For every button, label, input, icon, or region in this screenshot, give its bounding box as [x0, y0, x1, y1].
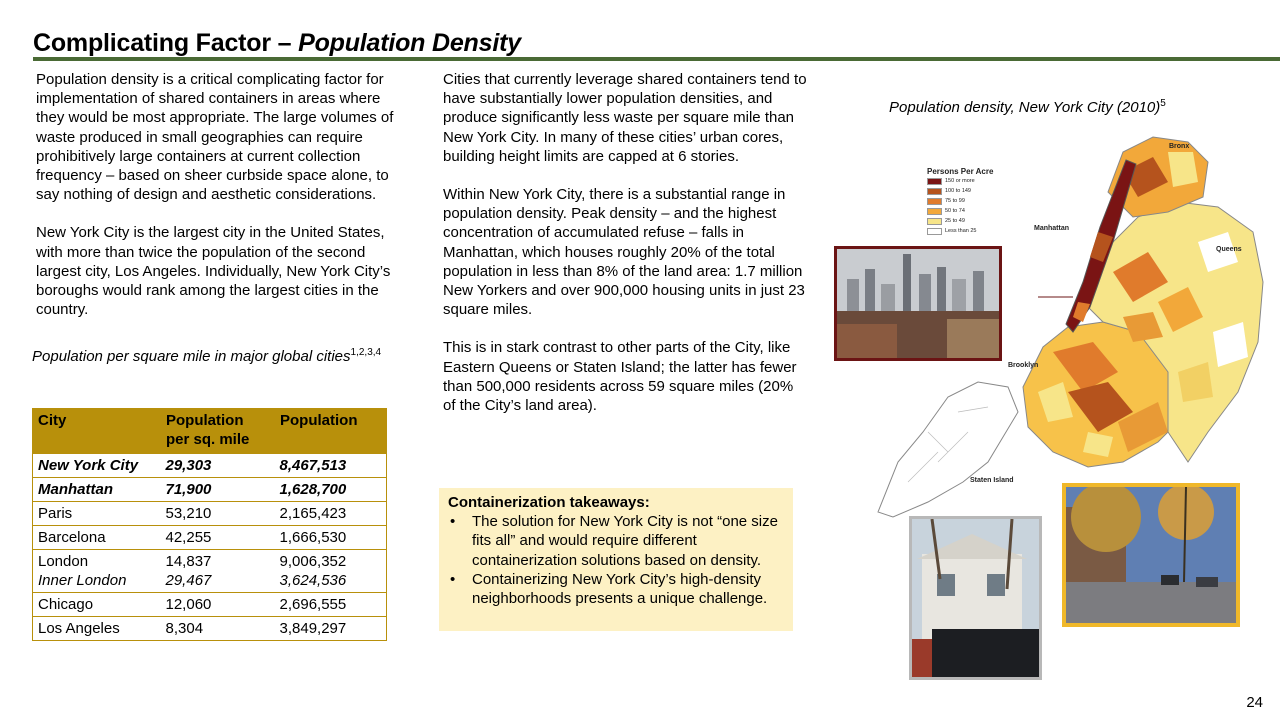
legend-item: 25 to 49 [927, 216, 993, 226]
legend-swatch [927, 218, 942, 225]
cell-density: 71,900 [161, 478, 275, 502]
cell-population: 3,849,297 [275, 617, 387, 641]
cities-table [32, 408, 387, 641]
cell-subcity: Inner London [38, 572, 127, 589]
brooklyn-street-photo [1062, 483, 1240, 627]
cell-city: London Inner London [33, 550, 161, 593]
legend-item: 100 to 149 [927, 186, 993, 196]
legend-item: 75 to 99 [927, 196, 993, 206]
cell-density: 29,303 [161, 454, 275, 478]
cell-population: 2,696,555 [275, 593, 387, 617]
title-emphasis: Population Density [298, 29, 521, 57]
map-caption: Population density, New York City $(2010)^5$ [889, 98, 1166, 116]
borough-label-manhattan: Manhattan [1034, 225, 1069, 232]
table-row [33, 593, 387, 617]
cell-population: 9,006,352 3,624,536 [275, 550, 387, 593]
footnote-ref: 1,2,3,4 [350, 347, 382, 358]
left-text-column [36, 70, 406, 338]
map-legend [927, 167, 993, 236]
page-number: 24 [1246, 694, 1263, 711]
table-row [33, 478, 387, 502]
slide-title [33, 29, 521, 58]
title-rule [33, 57, 1280, 61]
legend-swatch [927, 178, 942, 185]
legend-swatch [927, 188, 942, 195]
borough-label-queens: Queens [1216, 246, 1242, 253]
cell-city: New York City [33, 454, 161, 478]
cell-density: 42,255 [161, 526, 275, 550]
cell-population: 2,165,423 [275, 502, 387, 526]
cell-density: 12,060 [161, 593, 275, 617]
table-row [33, 502, 387, 526]
cell-population: 8,467,513 [275, 454, 387, 478]
paragraph: This is in stark contrast to other parts of the City, like Eastern Queens or Staten Island; the latter has fewer than 500,000 residents across 59 square miles (20% of the City’s land area). [443, 339, 797, 415]
table-row [33, 617, 387, 641]
cell-density: 53,210 [161, 502, 275, 526]
legend-item: Less than 25 [927, 226, 993, 236]
house-image [912, 519, 1039, 677]
cell-city: Paris [33, 502, 161, 526]
list-item: • Containerizing New York City’s high-density neighborhoods presents a unique challenge. [448, 570, 783, 608]
legend-title: Persons Per Acre [927, 167, 994, 176]
cell-density: 14,837 29,467 [161, 550, 275, 593]
cell-city: Los Angeles [33, 617, 161, 641]
table-row [33, 526, 387, 550]
borough-label-bronx: Bronx [1169, 143, 1190, 150]
street-image [1066, 487, 1236, 623]
table-row [33, 550, 387, 593]
title-prefix: Complicating Factor – [33, 29, 299, 57]
legend-item: 150 or more [927, 176, 993, 186]
legend-swatch [927, 198, 942, 205]
legend-swatch [927, 208, 942, 215]
staten-island-house-photo [909, 516, 1042, 680]
cell-population: 1,666,530 [275, 526, 387, 550]
paragraph: Within New York City, there is a substantial range in population density. Peak density – and the highest concentration of accumulated refuse – falls in Manhattan, which houses roughly 20% of the total population in less than 8% of the land area: 1.7 million New Yorkers and over 900,000 housing units in just 23 square miles. [443, 186, 805, 319]
skyline-image [837, 249, 999, 358]
takeaways-box [439, 488, 793, 631]
column-header: Population [275, 409, 387, 454]
manhattan-skyline-photo [834, 246, 1002, 361]
borough-label-staten-island: Staten Island [970, 477, 1014, 484]
footnote-ref: 5 [1160, 98, 1166, 109]
cell-city: Manhattan [33, 478, 161, 502]
cell-population: 1,628,700 [275, 478, 387, 502]
table-row [33, 454, 387, 478]
takeaways-list [448, 512, 783, 608]
list-item: • The solution for New York City is not “one size fits all” and would require different containerization solutions based on density. [448, 512, 783, 570]
table-header-row [33, 409, 387, 454]
paragraph: Population density is a critical complicating factor for implementation of shared containers in areas where they would be most appropriate. The large volumes of waste produced in small geographies can require prohibitively large containers at current collection frequency – based on sheer curbside space alone, to say nothing of design and aesthetic considerations. [36, 71, 394, 204]
column-header: City [33, 409, 161, 454]
cell-city: Chicago [33, 593, 161, 617]
map-region-staten-island [878, 382, 1018, 517]
takeaways-heading: Containerization takeaways: [448, 494, 650, 511]
paragraph: Cities that currently leverage shared containers tend to have substantially lower population densities, and produce significantly less waste per square mile than New York City. In many of these cities’ urban cores, building height limits are capped at 6 stories. [443, 71, 807, 165]
middle-text-column [443, 70, 808, 434]
column-header: Population per sq. mile [161, 409, 275, 454]
legend-item: 50 to 74 [927, 206, 993, 216]
table-caption: Population per square mile in major global cities$^{1,2,3,4}$ [32, 347, 382, 365]
paragraph: New York City is the largest city in the United States, with more than twice the population of the second largest city, Los Angeles. Individually, New York City’s boroughs would rank among the largest cities in the country. [36, 224, 391, 319]
cell-density: 8,304 [161, 617, 275, 641]
borough-label-brooklyn: Brooklyn [1008, 362, 1039, 369]
cell-city: Barcelona [33, 526, 161, 550]
legend-swatch [927, 228, 942, 235]
